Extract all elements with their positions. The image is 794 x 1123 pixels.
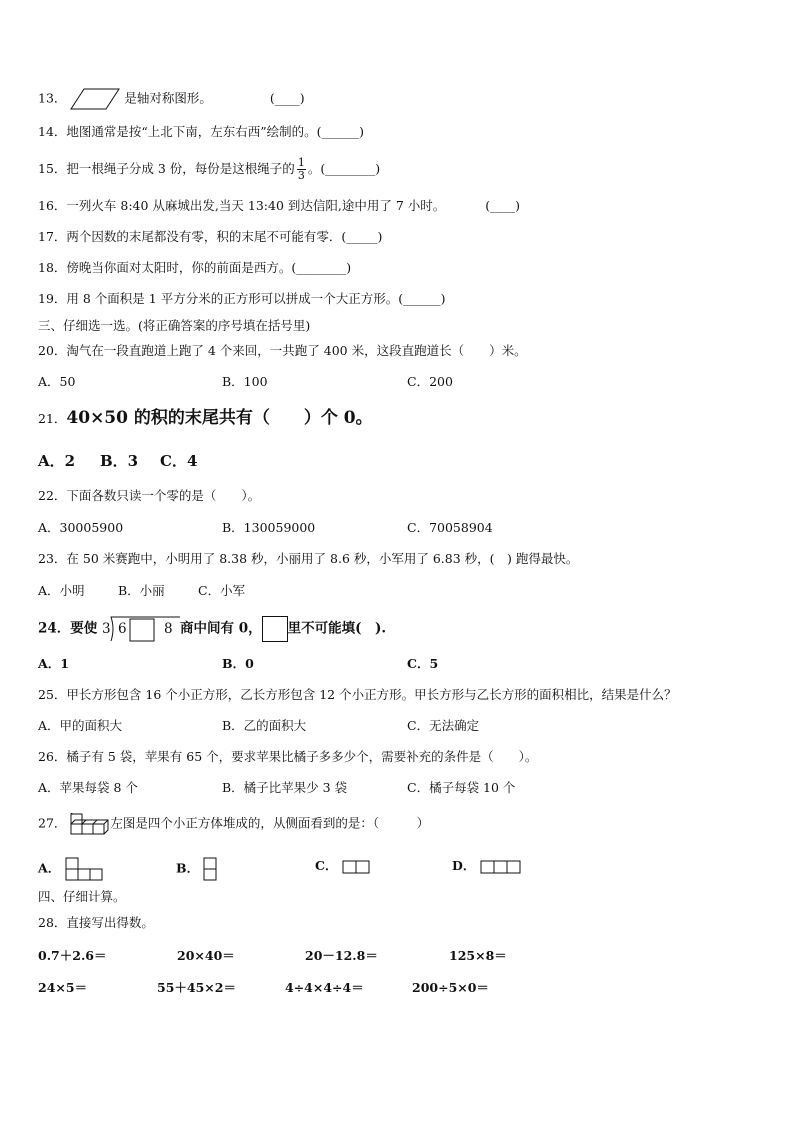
- calc-item: 24×5＝: [38, 980, 88, 995]
- question-18: 18．傍晚当你面对太阳时，你的前面是西方。(________): [38, 260, 352, 275]
- option-b[interactable]: B．130059000: [222, 520, 316, 535]
- question-text: 左图是四个小正方体堆成的，从侧面看到的是：（ ）: [110, 815, 430, 831]
- question-20: 20．淘气在一段直跑道上跑了 4 个来回，一共跑了 400 米，这段直跑道长（ ）米。: [38, 343, 527, 358]
- fraction: $\frac{1}{3}$: [297, 156, 305, 182]
- divisor: 3: [102, 621, 111, 637]
- view-shape-a-icon: [65, 857, 105, 881]
- question-text: 16．一列火车 8:40 从麻城出发,当天 13:40 到达信阳,途中用了 7 小时。: [38, 198, 446, 213]
- option-b[interactable]: B．100: [222, 374, 268, 389]
- option-a[interactable]: A．30005900: [38, 520, 124, 535]
- option-d[interactable]: D．: [452, 857, 522, 875]
- option-b[interactable]: B．0: [222, 656, 254, 671]
- answer-blank[interactable]: (____): [269, 90, 305, 106]
- calc-item: 55＋45×2＝: [157, 980, 236, 995]
- view-shape-c-icon: [342, 860, 372, 874]
- option-a[interactable]: A．小明: [38, 583, 85, 598]
- option-b[interactable]: B．乙的面积大: [222, 718, 307, 733]
- option-a[interactable]: A．2: [38, 452, 76, 470]
- question-text: 40×50 的积的末尾共有（ ）个 0。: [66, 408, 373, 428]
- answer-blank[interactable]: 。(________): [307, 161, 381, 176]
- section-3-heading: 三、仔细选一选。(将正确答案的序号填在括号里): [38, 318, 311, 333]
- option-c[interactable]: C．无法确定: [407, 718, 480, 733]
- question-number: 13．: [38, 90, 67, 106]
- option-c[interactable]: C．4: [160, 452, 198, 470]
- question-19: 19．用 8 个面积是 1 平方分米的正方形可以拼成一个大正方形。(______): [38, 291, 446, 306]
- option-a[interactable]: A．50: [38, 374, 76, 389]
- calc-item: 20×40＝: [177, 948, 235, 963]
- option-b[interactable]: B．: [176, 857, 219, 881]
- question-13: [38, 88, 305, 110]
- question-21: [38, 409, 373, 428]
- question-25: 25．甲长方形包含 16 个小正方形，乙长方形包含 12 个小正方形。甲长方形与乙长方形的面积相比，结果是什么？: [38, 687, 677, 702]
- calc-item: 0.7＋2.6＝: [38, 948, 107, 963]
- calc-item: 125×8＝: [449, 948, 507, 963]
- option-a[interactable]: A．: [38, 857, 105, 881]
- calc-item: 4÷4×4÷4＝: [285, 980, 364, 995]
- question-27: [38, 813, 429, 835]
- option-c[interactable]: C．200: [407, 374, 453, 389]
- question-17: 17．两个因数的末尾都没有零，积的末尾不可能有零．(_____): [38, 229, 383, 244]
- question-22: 22．下面各数只读一个零的是（ ）。: [38, 488, 261, 503]
- option-c[interactable]: C．橘子每袋 10 个: [407, 780, 516, 795]
- question-text: 商中间有 0，: [180, 620, 262, 637]
- option-c[interactable]: C．: [315, 857, 372, 875]
- long-division: [102, 616, 180, 642]
- option-b[interactable]: B．小丽: [118, 583, 165, 598]
- option-c[interactable]: C．5: [407, 656, 439, 671]
- question-number: 21．: [38, 411, 67, 426]
- parallelogram-icon: [70, 88, 120, 110]
- question-16: [38, 197, 520, 215]
- question-23: 23．在 50 米赛跑中，小明用了 8.38 秒，小丽用了 8.6 秒，小军用了 6.83 秒，( ) 跑得最快。: [38, 551, 579, 566]
- option-a[interactable]: A．苹果每袋 8 个: [38, 780, 138, 795]
- option-a[interactable]: A．甲的面积大: [38, 718, 123, 733]
- question-15: [38, 157, 380, 182]
- question-28: 28．直接写出得数。: [38, 915, 154, 930]
- dividend-digit-3: 8: [164, 621, 173, 637]
- dividend-digit-1: 6: [118, 621, 127, 637]
- question-text: 是轴对称图形。: [124, 90, 212, 106]
- question-text: 24．要使: [38, 620, 98, 637]
- cube-stack-icon: [70, 813, 110, 835]
- calc-item: 200÷5×0＝: [412, 980, 489, 995]
- question-text: 里不可能填( ).: [287, 620, 387, 637]
- option-b[interactable]: B．橘子比苹果少 3 袋: [222, 780, 348, 795]
- option-c[interactable]: C．小军: [198, 583, 246, 598]
- view-shape-d-icon: [480, 860, 522, 874]
- calc-item: 20－12.8＝: [305, 948, 378, 963]
- question-number: 27．: [38, 815, 67, 831]
- blank-box[interactable]: [262, 616, 288, 642]
- option-c[interactable]: C．70058904: [407, 520, 493, 535]
- answer-blank[interactable]: (____): [485, 198, 520, 213]
- question-text: 15．把一根绳子分成 3 份，每份是这根绳子的: [38, 161, 295, 176]
- question-26: 26．橘子有 5 袋，苹果有 65 个，要求苹果比橘子多多少个，需要补充的条件是（ ）。: [38, 749, 538, 764]
- option-a[interactable]: A．1: [38, 656, 69, 671]
- question-24: [38, 616, 386, 642]
- option-b[interactable]: B．3: [100, 452, 139, 470]
- question-14: 14．地图通常是按“上北下南，左东右西”绘制的。(______): [38, 124, 364, 139]
- view-shape-b-icon: [203, 857, 219, 881]
- section-4-heading: 四、仔细计算。: [38, 889, 126, 904]
